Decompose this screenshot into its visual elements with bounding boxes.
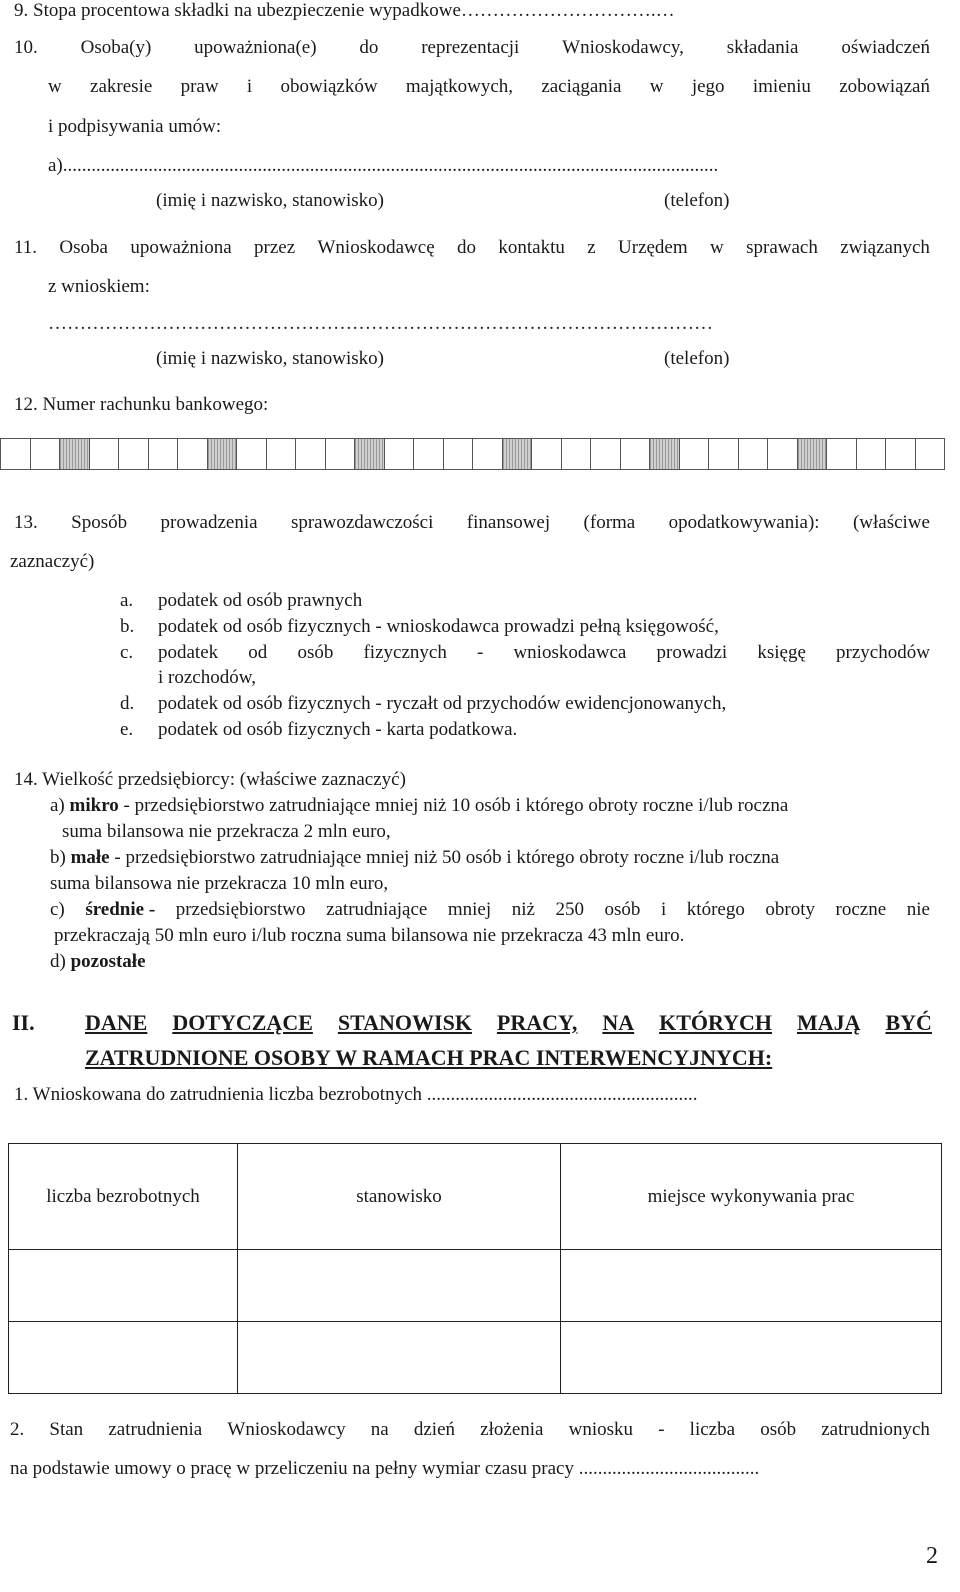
word: osób [297,642,334,663]
size-a-line1[interactable]: a) mikro - przedsiębiorstwo zatrudniające mniej niż 10 osób i którego obroty roczne i/lub roczna [50,795,789,816]
bank-account-grid[interactable] [0,438,945,470]
word: niż [511,899,535,920]
word: imieniu [752,76,811,97]
word: prowadzenia [160,512,258,533]
option-d-text[interactable]: podatek od osób fizycznych - ryczałt od przychodów ewidencjonowanych, [158,693,727,714]
word: średnie - [85,899,156,920]
word: 250 [555,899,584,920]
account-digit-box[interactable] [915,439,946,469]
option-d-letter: d. [120,693,135,714]
size-c-line1[interactable] [50,899,930,921]
word: dzień [413,1419,456,1440]
page-number: 2 [926,1543,938,1569]
word: osób [760,1419,797,1440]
item-9-text: 9. Stopa procentowa składki na ubezpieczenie wypadkowe………………………….… [14,0,675,21]
word: w [710,237,724,258]
word: mniej [447,899,492,920]
option-c-text-cont: i rozchodów, [158,667,256,688]
table-cell[interactable] [238,1250,561,1322]
word: 13. [14,512,38,533]
word: od [248,642,268,663]
word: zaciągania [541,76,622,97]
table-cell[interactable] [238,1322,561,1394]
word: (forma [583,512,636,533]
option-c-text[interactable] [158,642,930,664]
word: jego [691,76,725,97]
word: opodatkowywania): [668,512,820,533]
word: upoważniona [130,237,232,258]
word: Wnioskodawcy [227,1419,346,1440]
word: zatrudnienia [108,1419,203,1440]
word: z [587,237,596,258]
section-2-numeral: II. [12,1010,35,1035]
word: prowadzi [656,642,728,663]
word: osób [604,899,641,920]
account-separator-box [649,439,679,469]
account-separator-box [354,439,384,469]
account-digit-box[interactable] [679,439,709,469]
item-11-caption-phone: (telefon) [664,348,730,369]
word: 10. [14,37,38,58]
table-cell[interactable] [9,1250,238,1322]
word: 2. [10,1419,25,1440]
account-separator-box [797,439,827,469]
account-digit-box[interactable] [30,439,60,469]
word: do [359,37,379,58]
option-c-letter: c. [120,642,134,663]
item-14-title: 14. Wielkość przedsiębiorcy: (właściwe zaznaczyć) [14,769,406,790]
question-2-line2: na podstawie umowy o pracę w przeliczeniu na pełny wymiar czasu pracy ...................................... [10,1458,760,1479]
item-10-signature-line: a).......................................................................................................................................... [48,155,719,176]
option-b-text[interactable]: podatek od osób fizycznych - wnioskodawca prowadzi pełną księgowość, [158,616,719,637]
table-cell[interactable] [561,1322,942,1394]
account-separator-box [59,439,89,469]
option-a-text[interactable]: podatek od osób prawnych [158,590,363,611]
account-digit-box[interactable] [266,439,296,469]
word: c) [50,899,65,920]
item-13-line2: zaznaczyć) [10,551,95,572]
word: Wnioskodawcy, [562,37,684,58]
account-digit-box[interactable] [738,439,768,469]
account-digit-box[interactable] [708,439,738,469]
word: złożenia [480,1419,544,1440]
word: przez [254,237,296,258]
item-10-caption-phone: (telefon) [664,190,730,211]
item-11-line1 [14,237,930,259]
account-digit-box[interactable] [295,439,325,469]
item-10-line1 [14,37,930,59]
word: Sposób [71,512,128,533]
question-1: 1. Wnioskowana do zatrudnienia liczba bezrobotnych ......................................................... [14,1084,698,1105]
word: roczne [835,899,887,920]
size-b-line1[interactable]: b) małe - przedsiębiorstwo zatrudniające mniej niż 50 osób i którego obroty roczne i/lub roczna [50,847,780,868]
account-digit-box[interactable] [561,439,591,469]
word: zatrudniające [326,899,428,920]
word: zakresie [90,76,153,97]
word: zatrudnionych [821,1419,930,1440]
item-13-line1 [14,512,930,534]
word: Wnioskodawcę [317,237,435,258]
option-b-letter: b. [120,616,135,637]
word: majątkowych, [405,76,513,97]
word: - [476,642,484,663]
account-digit-box[interactable] [885,439,915,469]
word: Urzędem [618,237,688,258]
word: praw [180,76,219,97]
account-digit-box[interactable] [856,439,886,469]
word: i [246,76,253,97]
account-digit-box[interactable] [590,439,620,469]
item-10-line3: i podpisywania umów: [48,116,222,137]
word: zobowiązań [839,76,930,97]
section-2-heading-line1 [85,1010,932,1035]
item-11-caption-name: (imię i nazwisko, stanowisko) [156,348,384,369]
word: reprezentacji [421,37,520,58]
word: sprawach [746,237,818,258]
word: BYĆ [885,1010,932,1035]
word: związanych [840,237,930,258]
word: (właściwe [852,512,930,533]
word: w [649,76,664,97]
word: DOTYCZĄCE [172,1010,313,1035]
account-digit-box[interactable] [148,439,178,469]
word: STANOWISK [337,1010,472,1035]
item-10-caption-name: (imię i nazwisko, stanowisko) [156,190,384,211]
word: kontaktu [498,237,565,258]
word: którego [686,899,745,920]
item-11-line2: z wnioskiem: [48,276,150,297]
word: przedsiębiorstwo [175,899,306,920]
word: do [457,237,476,258]
size-d-line1[interactable]: d) pozostałe [50,951,146,972]
word: - [658,1419,665,1440]
word: przychodów [836,642,930,663]
account-digit-box[interactable] [236,439,266,469]
size-a-line2: suma bilansowa nie przekracza 2 mln euro, [62,821,391,842]
item-11-dotted-line: …………………………………………………………………………………………… [48,313,713,334]
account-digit-box[interactable] [0,439,30,469]
account-separator-box [207,439,237,469]
word: nie [906,899,930,920]
option-a-letter: a. [120,590,134,611]
word: MAJĄ [796,1010,861,1035]
word: Stan [49,1419,84,1440]
word: wniosku [568,1419,634,1440]
account-digit-box[interactable] [826,439,856,469]
table-cell[interactable] [9,1322,238,1394]
word: NA [602,1010,635,1035]
col-header-position: stanowisko [238,1144,561,1250]
word: podatek [158,642,219,663]
account-digit-box[interactable] [177,439,207,469]
word: PRACY, [496,1010,578,1035]
account-digit-box[interactable] [767,439,797,469]
positions-table [8,1143,942,1394]
item-12-label: 12. Numer rachunku bankowego: [14,394,269,415]
word: i [660,899,667,920]
item-10-line2 [48,76,930,98]
account-digit-box[interactable] [472,439,502,469]
word: liczba [689,1419,736,1440]
word: składania [726,37,799,58]
table-cell[interactable] [561,1250,942,1322]
account-digit-box[interactable] [531,439,561,469]
word: Osoba [59,237,108,258]
word: 11. [14,237,38,258]
word: obroty [765,899,815,920]
word: w [48,76,62,97]
word: upoważniona(e) [194,37,317,58]
word: sprawozdawczości [290,512,434,533]
word: Osoba(y) [80,37,152,58]
account-separator-box [502,439,532,469]
question-2-line1 [10,1419,930,1441]
account-digit-box[interactable] [443,439,473,469]
size-b-line2: suma bilansowa nie przekracza 10 mln euro, [50,873,389,894]
word: oświadczeń [841,37,930,58]
option-e-letter: e. [120,719,134,740]
word: fizycznych [363,642,447,663]
account-digit-box[interactable] [325,439,355,469]
size-c-line2: przekraczają 50 mln euro i/lub roczna suma bilansowa nie przekracza 43 mln euro. [54,925,685,946]
word: obowiązków [280,76,378,97]
account-digit-box[interactable] [384,439,414,469]
word: finansowej [466,512,551,533]
account-digit-box[interactable] [413,439,443,469]
word: wnioskodawca [513,642,627,663]
word: księgę [757,642,806,663]
account-digit-box[interactable] [118,439,148,469]
word: KTÓRYCH [659,1010,773,1035]
word: DANE [85,1010,148,1035]
account-digit-box[interactable] [620,439,650,469]
section-2-heading-line2: ZATRUDNIONE OSOBY W RAMACH PRAC INTERWENCYJNYCH: [85,1045,773,1070]
col-header-work-place: miejsce wykonywania prac [561,1144,942,1250]
col-header-unemployed-count: liczba bezrobotnych [9,1144,238,1250]
option-e-text[interactable]: podatek od osób fizycznych - karta podatkowa. [158,719,518,740]
account-digit-box[interactable] [89,439,119,469]
word: na [370,1419,389,1440]
